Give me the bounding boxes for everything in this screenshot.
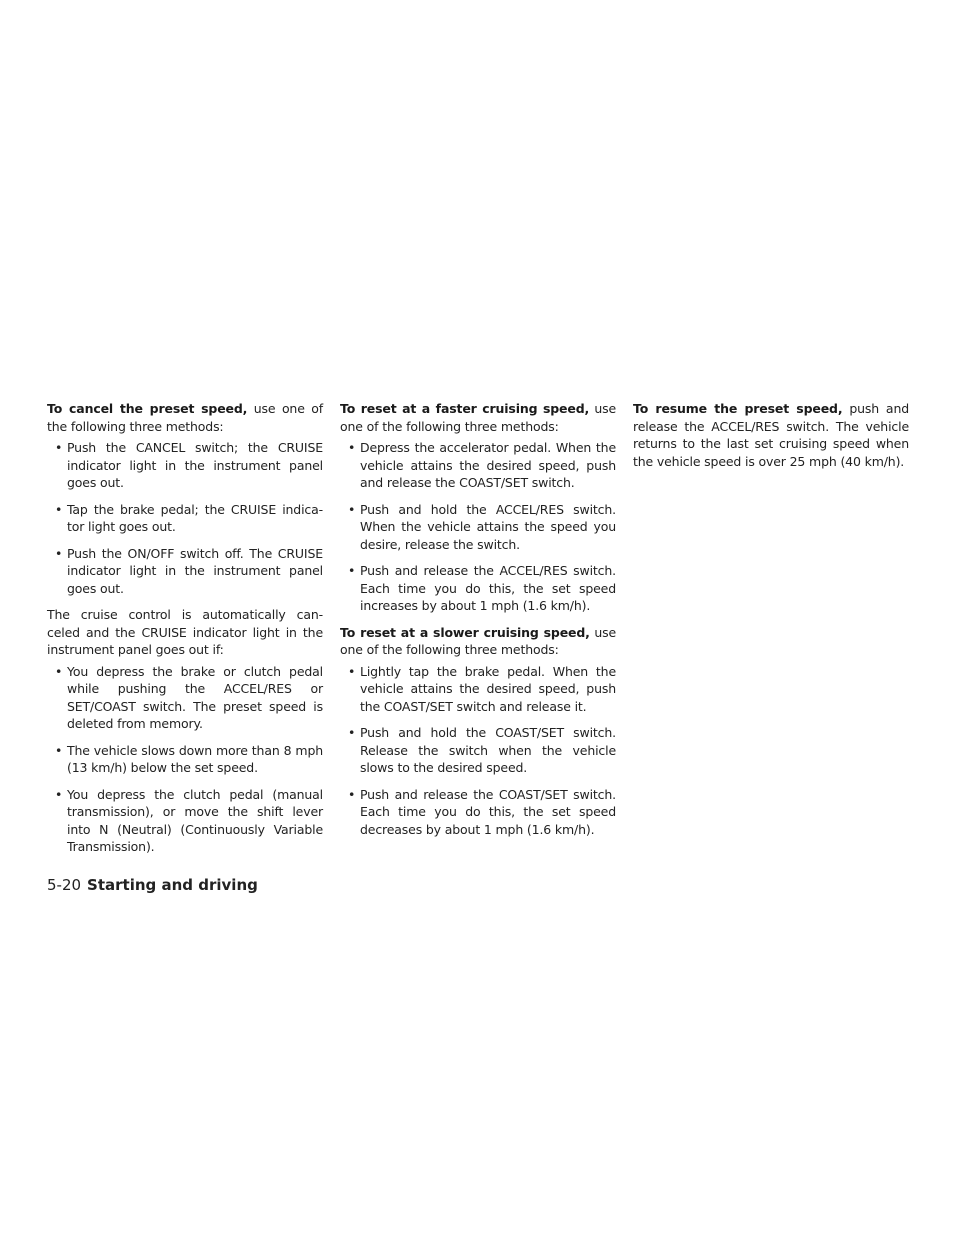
bullet-icon: • [55, 440, 63, 455]
list-item: • You depress the clutch pedal (manual transmission), or move the shift lever into N (Neutral) (Continuously Variable Transmission). [55, 786, 323, 854]
bullet-icon: • [348, 725, 356, 740]
list-item: • Push and hold the COAST/SET switch. Release the switch when the vehicle slows to the desired speed. [348, 725, 616, 775]
list-item: • Lightly tap the brake pedal. When the vehicle attains the desired speed, push the COAST/SET switch and release it. [348, 663, 616, 714]
faster-methods-list [340, 439, 616, 615]
slower-speed-intro: use one of the following three methods: [340, 624, 617, 657]
list-item: • Push the CANCEL switch; the CRUISE indicator light in the instrument panel goes out. [55, 440, 323, 490]
bullet-icon: • [348, 563, 356, 578]
auto-cancel-paragraph: The cruise control is automatically can- celed and the CRUISE indicator light in the instrument panel goes out if: [47, 607, 323, 657]
list-item: • Push and release the ACCEL/RES switch. Each time you do this, the set speed increases by about 1 mph (1.6 km/h). [348, 563, 616, 613]
bullet-icon: • [348, 663, 356, 679]
faster-speed-paragraph [340, 400, 616, 435]
cancel-speed-paragraph [47, 400, 323, 435]
list-item: • Push the ON/OFF switch off. The CRUISE indicator light in the instrument panel goes out. [55, 545, 323, 596]
list-item: • Push and release the COAST/SET switch. Each time you do this, the set speed decreases by about 1 mph (1.6 km/h). [348, 786, 616, 837]
list-item: • You depress the brake or clutch pedal while pushing the ACCEL/RES or SET/COAST switch. The preset speed is deleted from memory. [55, 663, 323, 731]
slower-methods-list [340, 663, 616, 839]
bullet-icon: • [55, 742, 63, 758]
cancel-speed-intro: use one of the following three methods: [47, 401, 323, 434]
column-left [47, 400, 323, 865]
page-number: 5-20 [47, 876, 82, 894]
page-footer [47, 876, 258, 894]
faster-speed-heading: To reset at a faster cruising speed, [340, 401, 590, 416]
bullet-icon: • [348, 501, 356, 517]
bullet-icon: • [55, 501, 63, 517]
column-right [633, 400, 909, 474]
bullet-icon: • [348, 440, 356, 455]
slower-speed-heading: To reset at a slower cruising speed, [340, 624, 590, 640]
list-item: • The vehicle slows down more than 8 mph (13 km/h) below the set speed. [55, 742, 323, 775]
list-item: • Push and hold the ACCEL/RES switch. When the vehicle attains the speed you desire, release the switch. [348, 501, 616, 552]
resume-speed-heading: To resume the preset speed, [633, 401, 843, 416]
resume-speed-paragraph [633, 400, 909, 470]
bullet-icon: • [55, 663, 63, 679]
auto-cancel-list [47, 663, 323, 856]
list-item: • Tap the brake pedal; the CRUISE indica- tor light goes out. [55, 501, 323, 534]
column-middle [340, 400, 616, 847]
bullet-icon: • [55, 786, 63, 802]
section-title: Starting and driving [87, 876, 258, 894]
cancel-speed-heading: To cancel the preset speed, [47, 401, 248, 416]
bullet-icon: • [55, 545, 63, 561]
list-item: • Depress the accelerator pedal. When the vehicle attains the desired speed, push and release the COAST/SET switch. [348, 440, 616, 490]
resume-speed-text: push and release the ACCEL/RES switch. The vehicle returns to the last set cruising speed when the vehicle speed is over 25 mph (40 km/h). [633, 401, 909, 469]
cancel-methods-list [47, 439, 323, 597]
faster-speed-intro: use one of the following three methods: [340, 401, 617, 434]
slower-speed-paragraph [340, 624, 616, 659]
bullet-icon: • [348, 786, 356, 802]
